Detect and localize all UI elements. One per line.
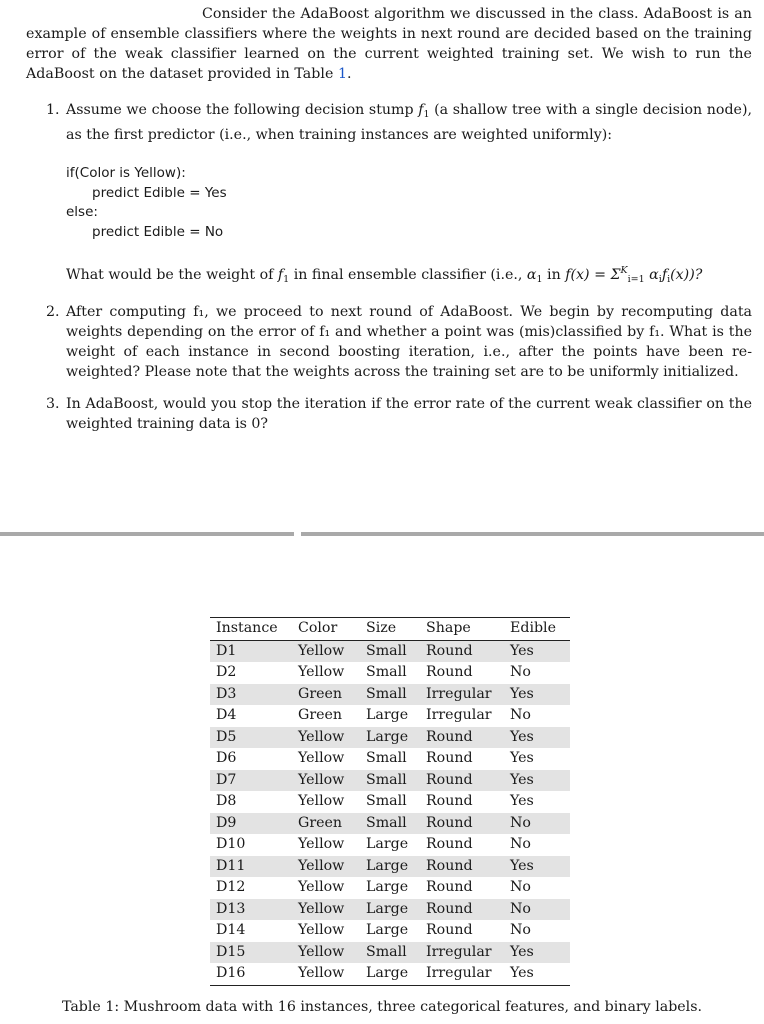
f-letter: f — [418, 102, 424, 118]
table-cell-instance: D13 — [216, 900, 246, 917]
followup-text-b: in final ensemble classifier (i.e., — [289, 267, 527, 283]
table-row — [210, 920, 570, 942]
table-cell-edible: No — [510, 922, 531, 938]
table-cell-instance: D16 — [216, 965, 246, 981]
table-row — [210, 856, 570, 878]
table-row — [210, 770, 570, 792]
table-cell-color: Yellow — [298, 857, 345, 874]
table-cell-shape: Irregular — [426, 965, 492, 981]
table-cell-edible: No — [510, 707, 531, 723]
table-cell-size: Small — [366, 750, 407, 766]
decision-stump-code — [66, 164, 752, 242]
table-cell-color: Yellow — [298, 664, 345, 680]
f1-symbol — [278, 267, 289, 283]
table-cell-size: Small — [366, 664, 407, 680]
table-cell-instance: D9 — [216, 814, 237, 831]
table-row — [210, 942, 570, 964]
table-row — [210, 684, 570, 706]
table-cell-edible: Yes — [510, 965, 534, 981]
table-cell-color: Yellow — [298, 836, 345, 852]
table-row — [210, 791, 570, 813]
f-subscript: 1 — [423, 109, 430, 120]
table-cell-instance: D6 — [216, 750, 237, 766]
table-row — [210, 899, 570, 921]
table-row — [210, 662, 570, 684]
table-cell-color: Yellow — [298, 771, 345, 788]
table-cell-edible: Yes — [510, 857, 534, 874]
code-line-if: if(Color is Yellow): — [66, 165, 186, 181]
table-cell-edible: No — [510, 836, 531, 852]
table-row — [210, 834, 570, 856]
table-cell-color: Yellow — [298, 642, 345, 659]
column-header-shape: Shape — [426, 620, 471, 636]
table-cell-size: Large — [366, 836, 409, 852]
table-cell-color: Green — [298, 707, 343, 723]
table-cell-edible: No — [510, 900, 531, 917]
table-cell-shape: Round — [426, 879, 473, 895]
followup-text-c: in — [542, 267, 566, 283]
table-row — [210, 640, 570, 662]
table-cell-color: Yellow — [298, 793, 345, 809]
table-caption: Table 1: Mushroom data with 16 instances, three categorical features, and binary labels. — [61, 999, 703, 1015]
table-cell-size: Small — [366, 771, 407, 788]
column-header-color: Color — [298, 620, 338, 636]
table-cell-edible: Yes — [510, 642, 534, 659]
table-cell-instance: D2 — [216, 664, 237, 680]
table-row — [210, 813, 570, 835]
question-number: 2. — [46, 304, 60, 320]
table-cell-edible: Yes — [510, 685, 534, 702]
question-list — [26, 100, 752, 434]
formula-f-subscript: i — [667, 274, 671, 285]
code-line-else: else: — [66, 204, 98, 220]
table-cell-edible: Yes — [510, 728, 534, 745]
table-cell-edible: Yes — [510, 793, 534, 809]
table-cell-color: Yellow — [298, 943, 345, 960]
question-2-text: After computing f₁, we proceed to next round of AdaBoost. We begin by recomputing data weights depending on the error of f₁ and whether a point was (mis)classified by f₁. What is the weight of each instance in second boosting iteration, i.e., after the points have been re-weighted? Please note that the weights across the training set are to be uniformly initialized. — [66, 304, 752, 380]
table-cell-edible: No — [510, 879, 531, 895]
divider-segment-left — [0, 532, 294, 536]
table-cell-color: Yellow — [298, 879, 345, 895]
table-cell-instance: D3 — [216, 685, 237, 702]
divider-segment-right — [301, 532, 764, 536]
column-header-size: Size — [366, 620, 397, 636]
table-cell-size: Large — [366, 728, 409, 745]
table-cell-shape: Irregular — [426, 943, 492, 960]
question-number: 3. — [46, 396, 60, 412]
table-cell-color: Green — [298, 814, 343, 831]
table-cell-color: Yellow — [298, 728, 345, 745]
f-letter: f — [277, 267, 284, 283]
question-1-followup — [66, 261, 752, 290]
question-2 — [26, 302, 752, 382]
table-cell-color: Yellow — [298, 922, 345, 938]
intro-paragraph — [26, 4, 752, 84]
intro-period: . — [347, 66, 352, 82]
table-row — [210, 963, 570, 985]
table-cell-instance: D15 — [216, 943, 246, 960]
question-3 — [26, 394, 752, 434]
table-cell-color: Green — [298, 685, 343, 702]
question-1-text-a: Assume we choose the following decision stump — [66, 102, 419, 118]
table-cell-instance: D11 — [216, 857, 246, 874]
table-cell-shape: Round — [426, 922, 473, 938]
table-cell-instance: D14 — [216, 922, 246, 938]
formula-f: f — [661, 267, 668, 283]
table-cell-size: Small — [366, 814, 407, 831]
table-cell-instance: D7 — [216, 771, 237, 788]
table-body — [210, 640, 570, 985]
code-line-predict-yes: predict Edible = Yes — [92, 184, 227, 201]
table-cell-instance: D10 — [216, 836, 246, 852]
table-cell-size: Large — [366, 900, 409, 917]
table-cell-shape: Round — [426, 857, 473, 874]
question-number: 1. — [46, 102, 60, 118]
f1-symbol — [418, 102, 429, 118]
table-cell-edible: Yes — [510, 771, 534, 788]
question-1-text-b: (a shallow tree with a single decision node), as the first predictor (i.e., when training instances are weighted uniformly): — [66, 102, 752, 143]
formula-head: f(x) = Σ — [565, 267, 621, 283]
table-cell-edible: No — [510, 664, 531, 680]
table-cell-size: Large — [366, 707, 409, 723]
sum-lower-limit: i=1 — [627, 274, 645, 285]
table-reference-link[interactable]: 1 — [337, 66, 348, 82]
table-cell-shape: Round — [426, 728, 473, 745]
question-1-prompt — [66, 100, 752, 145]
table-cell-size: Small — [366, 793, 407, 809]
followup-text-a: What would be the weight of — [66, 267, 278, 283]
table-row — [210, 727, 570, 749]
table-cell-shape: Round — [426, 836, 473, 852]
table-cell-size: Large — [366, 857, 409, 874]
column-header-instance: Instance — [216, 620, 278, 636]
table-cell-size: Large — [366, 879, 409, 895]
table-row — [210, 748, 570, 770]
table-cell-edible: Yes — [510, 943, 534, 960]
column-header-edible: Edible — [510, 620, 556, 636]
mushroom-table-container — [210, 617, 570, 986]
alpha-symbol — [527, 267, 543, 283]
f-subscript: 1 — [283, 274, 290, 285]
table-cell-shape: Irregular — [426, 707, 492, 723]
table-cell-size: Small — [366, 943, 407, 960]
table-cell-shape: Round — [426, 664, 473, 680]
table-cell-shape: Round — [426, 900, 473, 917]
formula-alpha-subscript: i — [658, 274, 662, 285]
question-3-text: In AdaBoost, would you stop the iteration if the error rate of the current weak classifier on the weighted training data is 0? — [66, 396, 752, 432]
alpha-subscript: 1 — [536, 274, 543, 285]
table-cell-shape: Round — [426, 642, 473, 659]
table-cell-instance: D5 — [216, 728, 237, 745]
table-cell-shape: Round — [426, 750, 473, 766]
code-line-predict-no: predict Edible = No — [92, 223, 224, 240]
alpha-letter: α — [526, 267, 537, 283]
table-cell-color: Yellow — [298, 750, 345, 766]
table-row — [210, 705, 570, 727]
table-cell-size: Small — [366, 685, 407, 702]
table-cell-instance: D12 — [216, 879, 246, 895]
intro-text: Consider the AdaBoost algorithm we discussed in the class. AdaBoost is an example of ensemble classifiers where the weights in next round are decided based on the training error of the weak classifier learned on the current weighted training set. We wish to run the AdaBoost on the dataset provided in Table — [26, 6, 752, 82]
mushroom-table — [210, 617, 570, 986]
ensemble-formula — [565, 267, 702, 283]
question-1 — [26, 100, 752, 290]
table-cell-instance: D4 — [216, 707, 237, 723]
table-cell-shape: Round — [426, 771, 473, 788]
table-cell-shape: Round — [426, 793, 473, 809]
table-cell-instance: D1 — [216, 642, 237, 659]
table-cell-color: Yellow — [298, 965, 345, 981]
page-divider — [0, 532, 764, 536]
table-cell-shape: Irregular — [426, 685, 492, 702]
table-cell-color: Yellow — [298, 900, 345, 917]
table-cell-edible: No — [510, 814, 531, 831]
table-cell-size: Large — [366, 922, 409, 938]
table-cell-edible: Yes — [510, 750, 534, 766]
table-cell-size: Large — [366, 965, 409, 981]
problem-text — [26, 4, 752, 446]
table-cell-shape: Round — [426, 814, 473, 831]
sum-upper-limit: K — [620, 265, 628, 276]
formula-alpha: α — [644, 267, 659, 283]
formula-close: (x))? — [670, 267, 703, 283]
table-cell-instance: D8 — [216, 793, 237, 809]
table-header-row — [210, 618, 570, 641]
table-cell-size: Small — [366, 642, 407, 659]
table-row — [210, 877, 570, 899]
